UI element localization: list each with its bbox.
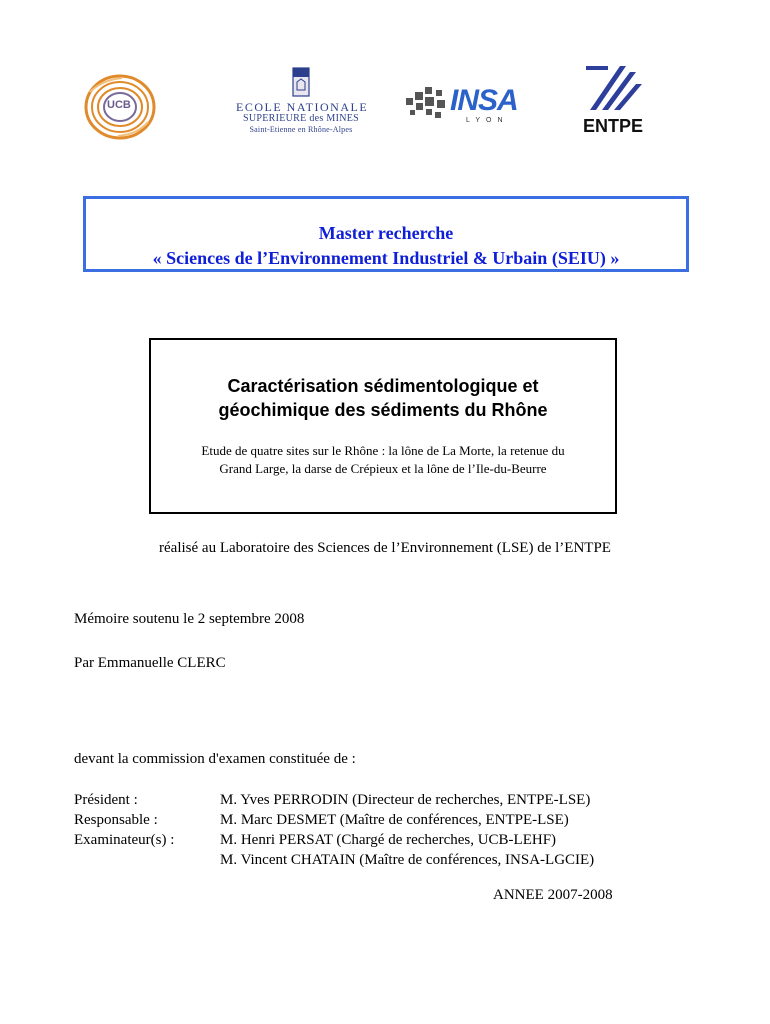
mines-logo-line3: Saint-Etienne en Rhône-Alpes [249,125,353,134]
mines-logo-line2: SUPERIEURE des MINES [242,113,359,124]
thesis-subtitle-line2: Grand Large, la darse de Crépieux et la lône de l’Ile-du-Beurre [219,461,547,476]
ucb-logo [82,72,158,142]
mines-logo-line1: ECOLE NATIONALE [236,100,369,114]
author-line: Par Emmanuelle CLERC [74,655,226,671]
ucb-logo-text: UCB [107,99,131,111]
mines-logo [236,66,369,138]
entpe-stripes-icon [586,64,642,114]
jury-role: Examinateur(s) : [74,832,175,848]
thesis-title [151,374,615,422]
commission-line: devant la commission d'examen constituée de : [74,751,356,767]
thesis-subtitle [151,442,615,478]
mines-emblem-icon [290,66,312,98]
entpe-logo-word: ENTPE [582,116,643,136]
thesis-title-line2: géochimique des sédiments du Rhône [218,400,548,420]
jury-role: Président : [74,792,138,808]
academic-year: ANNEE 2007-2008 [493,887,613,903]
jury-member: M. Vincent CHATAIN (Maître de conférences, INSA-LGCIE) [220,852,595,868]
thesis-title-box [149,338,617,514]
entpe-logo [582,64,644,136]
insa-logo [404,82,522,128]
master-program-name: « Sciences de l’Environnement Industriel & Urbain (SEIU) » [152,248,620,268]
thesis-subtitle-line1: Etude de quatre sites sur le Rhône : la lône de La Morte, la retenue du [201,443,565,458]
insa-logo-city: LYON [466,117,509,124]
jury-member: M. Marc DESMET (Maître de conférences, ENTPE-LSE) [220,812,569,828]
jury-role: Responsable : [74,812,158,828]
jury-member: M. Yves PERRODIN (Directeur de recherches, ENTPE-LSE) [220,792,591,808]
insa-dots-icon [404,84,452,124]
laboratory-line: réalisé au Laboratoire des Sciences de l’Environnement (LSE) de l’ENTPE [159,540,611,556]
defense-date-line: Mémoire soutenu le 2 septembre 2008 [74,611,305,627]
master-program-box [83,196,689,272]
jury-member: M. Henri PERSAT (Chargé de recherches, UCB-LEHF) [220,832,557,848]
insa-logo-word: INSA [450,84,518,117]
master-program-label: Master recherche [318,223,454,243]
thesis-title-line1: Caractérisation sédimentologique et [227,376,539,396]
